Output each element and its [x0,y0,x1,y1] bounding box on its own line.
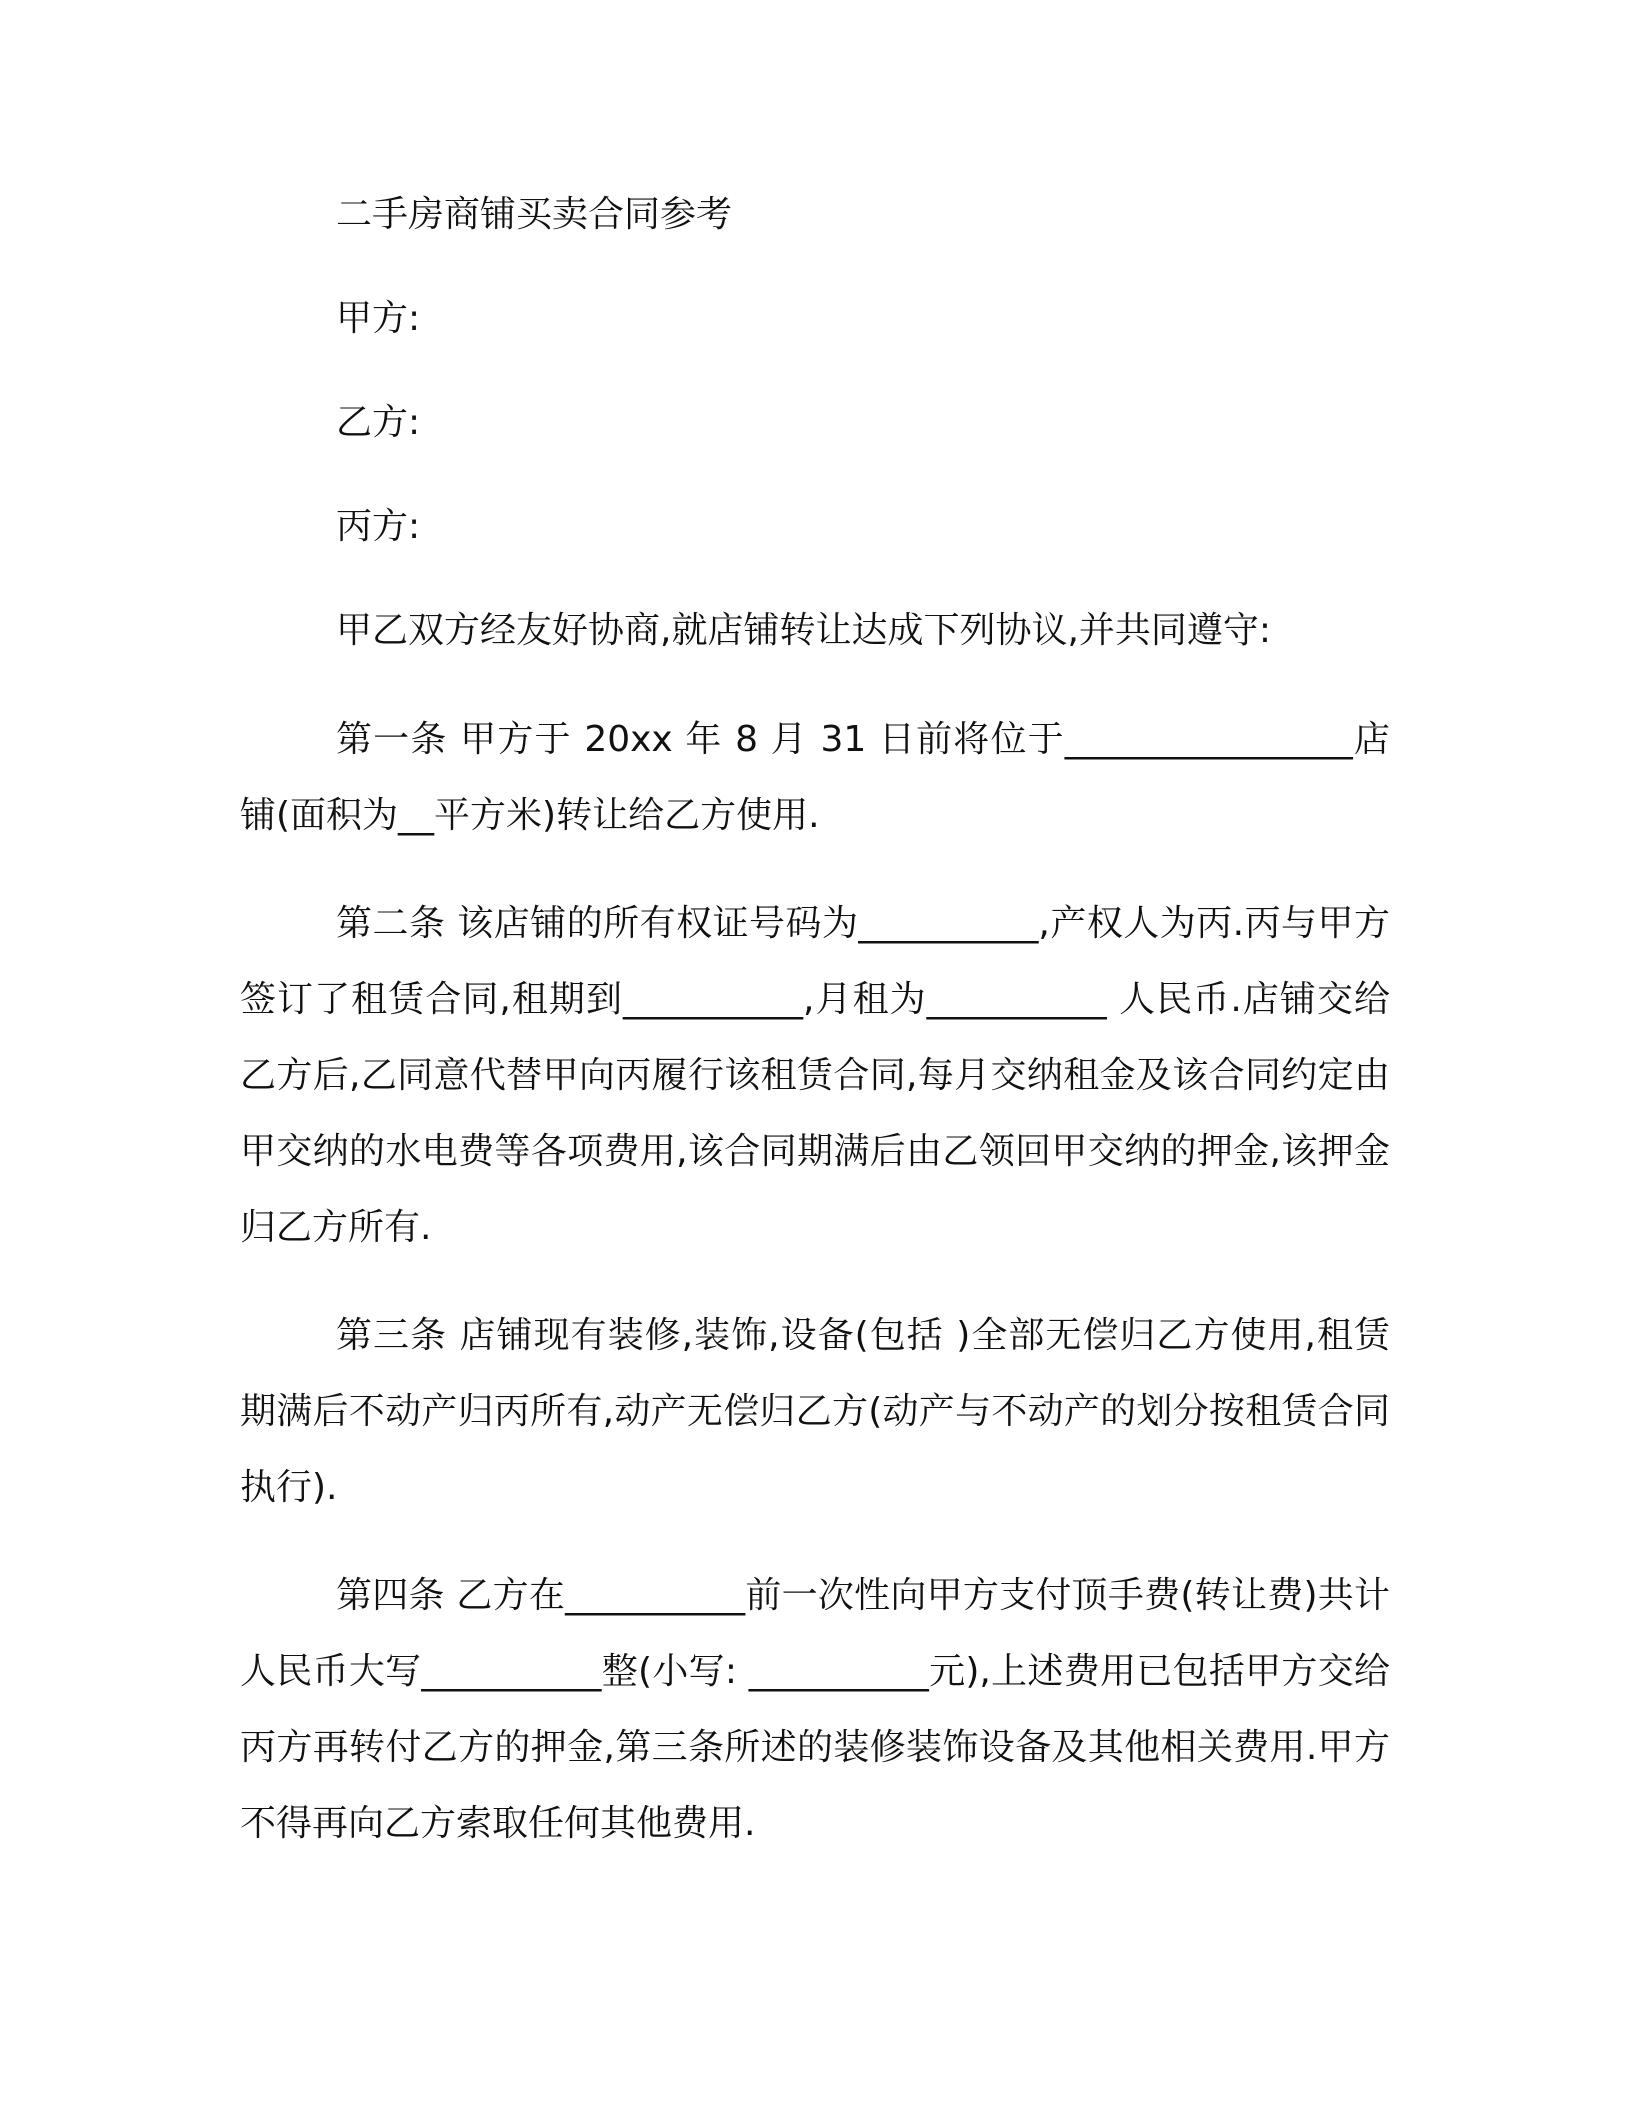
clause-1: 第一条 甲方于 20xx 年 8 月 31 日前将位于________________店铺(面积为__平方米)转让给乙方使用. [240,719,1390,836]
intro-paragraph: 甲乙双方经友好协商,就店铺转让达成下列协议,并共同遵守: [336,610,1272,651]
clause-3: 第三条 店铺现有装修,装饰,设备(包括 )全部无偿归乙方使用,租赁期满后不动产归丙所有,动产无偿归乙方(动产与不动产的划分按租赁合同执行). [240,1315,1390,1508]
party-a-label: 甲方: [336,298,421,339]
party-b-label: 乙方: [336,402,421,443]
party-c-label: 丙方: [336,506,421,547]
document-title: 二手房商铺买卖合同参考 [336,194,733,235]
clause-4: 第四条 乙方在__________前一次性向甲方支付顶手费(转让费)共计人民币大写__________整(小写: __________元),上述费用已包括甲方交给丙方再转付乙方的押金,第三条所述的装修装饰设备及其他相关费用.甲方不得再向乙方索取任何其他费用. [240,1575,1390,1844]
clause-2: 第二条 该店铺的所有权证号码为__________,产权人为丙.丙与甲方签订了租赁合同,租期到__________,月租为__________ 人民币.店铺交给乙方后,乙同意代替甲向丙履行该租赁合同,每月交纳租金及该合同约定由甲交纳的水电费等各项费用,该合同期满后由乙领回甲交纳的押金,该押金归乙方所有. [240,903,1390,1248]
contract-page [240,190,1390,1894]
